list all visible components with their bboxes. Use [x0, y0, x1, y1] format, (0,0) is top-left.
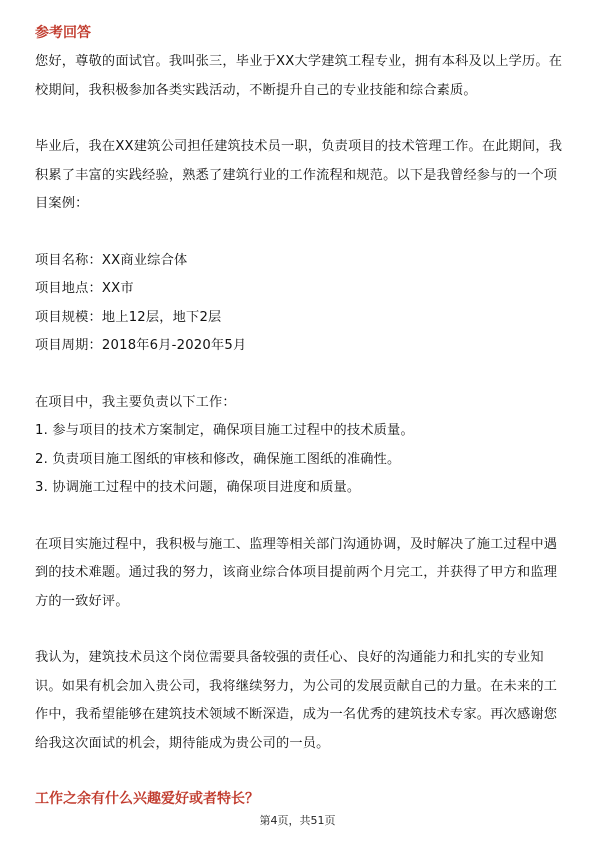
project-scale: 项目规模：地上12层，地下2层	[35, 309, 222, 325]
next-question-heading: 工作之余有什么兴趣爱好或者特长？	[35, 791, 259, 807]
duties-intro: 在项目中，我主要负责以下工作：	[35, 394, 236, 410]
project-period: 项目周期：2018年6月-2020年5月	[35, 338, 247, 353]
project-details	[35, 247, 563, 361]
intro-paragraph: 您好，尊敬的面试官。我叫张三，毕业于XX大学建筑工程专业，拥有本科及以上学历。在校期间，我积极参加各类实践活动，不断提升自己的专业技能和综合素质。	[35, 54, 563, 98]
document-body	[35, 22, 563, 758]
page-number: 第4页，共51页	[259, 814, 336, 827]
duty-item: 3. 协调施工过程中的技术问题，确保项目进度和质量。	[35, 480, 361, 495]
project-location: 项目地点：XX市	[35, 281, 134, 296]
project-name: 项目名称：XX商业综合体	[35, 252, 188, 268]
closing-paragraph: 我认为，建筑技术员这个岗位需要具备较强的责任心、良好的沟通能力和扎实的专业知识。如果有机会加入贵公司，我将继续努力，为公司的发展贡献自己的力量。在未来的工作中，我希望能够在建筑技术领域不断深造，成为一名优秀的建筑技术专家。再次感谢您给我这次面试的机会，期待能成为贵公司的一员。	[35, 650, 558, 751]
duties-section	[35, 389, 563, 503]
duty-item: 1. 参与项目的技术方案制定，确保项目施工过程中的技术质量。	[35, 423, 414, 438]
experience-paragraph: 毕业后，我在XX建筑公司担任建筑技术员一职，负责项目的技术管理工作。在此期间，我积累了丰富的实践经验，熟悉了建筑行业的工作流程和规范。以下是我曾经参与的一个项目案例：	[35, 139, 563, 211]
answer-heading: 参考回答	[35, 25, 91, 41]
duty-item: 2. 负责项目施工图纸的审核和修改，确保施工图纸的准确性。	[35, 451, 401, 467]
achievement-paragraph: 在项目实施过程中，我积极与施工、监理等相关部门沟通协调，及时解决了施工过程中遇到的技术难题。通过我的努力，该商业综合体项目提前两个月完工，并获得了甲方和监理方的一致好评。	[35, 536, 558, 609]
